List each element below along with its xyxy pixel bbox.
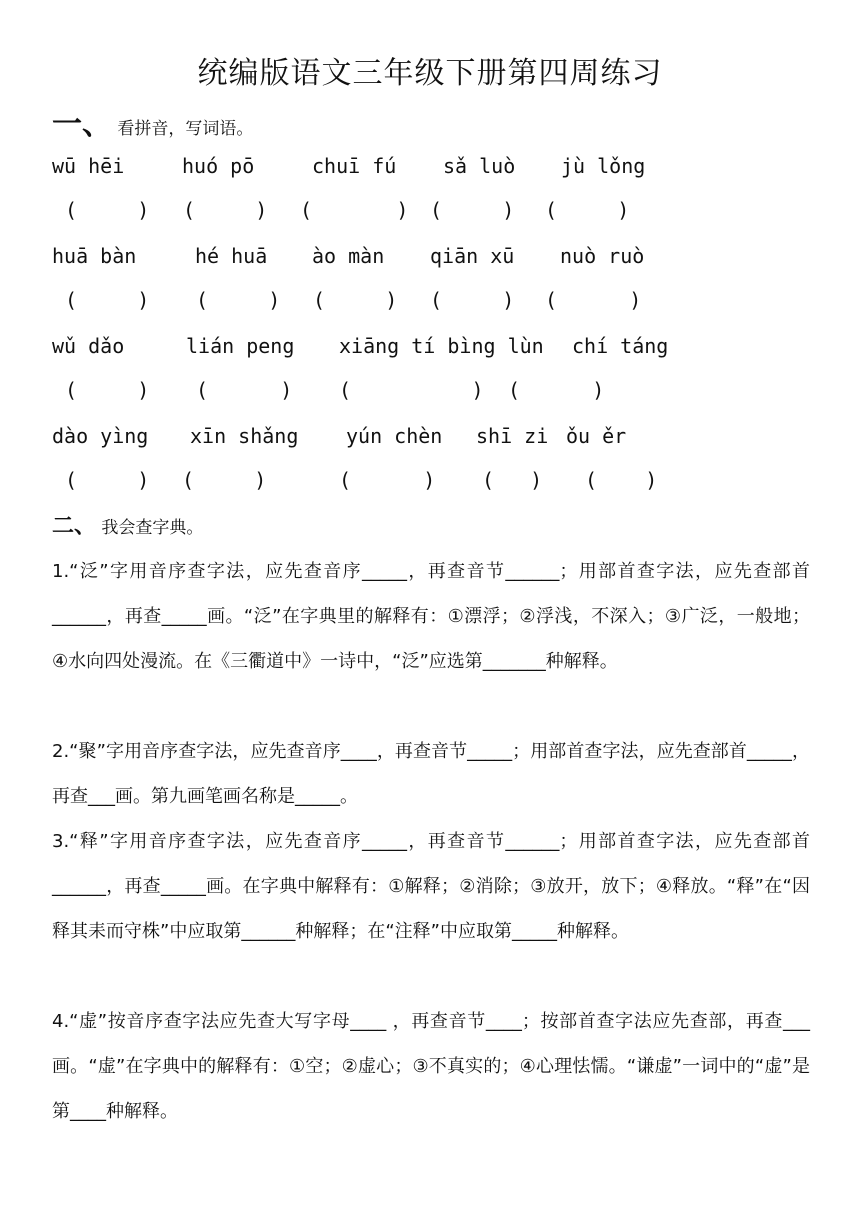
pinyin: nuò ruò (560, 244, 645, 268)
answer-bracket[interactable]: ( ) (196, 378, 293, 402)
pinyin: ào màn (312, 244, 385, 268)
pinyin: huā bàn (52, 244, 137, 268)
pinyin: xiāng tí bìng lùn (339, 334, 544, 358)
section-1-heading (52, 107, 254, 142)
pinyin: xīn shǎng (190, 424, 299, 448)
pinyin: chuī fú (312, 154, 397, 178)
answer-bracket[interactable]: ( ) (313, 288, 398, 312)
answer-bracket[interactable]: ( ) (183, 198, 268, 222)
pinyin: hé huā (195, 244, 268, 268)
answer-bracket[interactable]: ( ) (430, 198, 515, 222)
section-2-number: 二、 (52, 514, 97, 539)
answer-bracket[interactable]: ( ) (585, 468, 658, 492)
answer-bracket[interactable]: ( ) (65, 468, 150, 492)
pinyin: chí táng (572, 334, 669, 358)
pinyin: sǎ luò (443, 154, 516, 178)
pinyin: shī zi (476, 424, 549, 448)
answer-bracket[interactable]: ( ) (430, 288, 515, 312)
answer-bracket[interactable]: ( ) (65, 198, 150, 222)
section-1-number: 一、 (52, 107, 112, 142)
question-4: 4.“虚”按音序查字法应先查大写字母____ ，再查音节____；按部首查字法应先查部，再查___画。“虚”在字典中的解释有：①空；②虚心；③不真实的；④心理怯懦。“谦虚”一词中的“虚”是第____种解释。 (52, 1011, 810, 1122)
answer-bracket[interactable]: ( ) (65, 378, 150, 402)
answer-bracket[interactable]: ( ) (545, 198, 630, 222)
section-2-label: 我会查字典。 (101, 518, 204, 538)
question-1: 1.“泛”字用音序查字法，应先查音序_____，再查音节______；用部首查字法，应先查部首______，再查_____画。“泛”在字典里的解释有：①漂浮；②浮浅，不深入；③广泛，一般地；④水向四处漫流。在《三衢道中》一诗中，“泛”应选第_______种解释。 (52, 561, 810, 672)
pinyin: yún chèn (346, 424, 443, 448)
answer-bracket[interactable]: ( ) (508, 378, 605, 402)
answer-bracket[interactable]: ( ) (182, 468, 267, 492)
question-3: 3.“释”字用音序查字法，应先查音序_____，再查音节______；用部首查字法，应先查部首______，再查_____画。在字典中解释有：①解释；②消除；③放开，放下；④释放。“释”在“因释其耒而守株”中应取第______种解释；在“注释”中应取第_____种解释。 (52, 831, 810, 942)
question-2: 2.“聚”字用音序查字法，应先查音序____，再查音节_____；用部首查字法，应先查部首_____，再查___画。第九画笔画名称是_____。 (52, 741, 810, 807)
pinyin: lián peng (186, 334, 295, 358)
section-1-label: 看拼音，写词语。 (117, 119, 254, 139)
answer-bracket[interactable]: ( ) (196, 288, 281, 312)
answer-bracket[interactable]: ( ) (65, 288, 150, 312)
answer-bracket[interactable]: ( ) (339, 468, 436, 492)
pinyin: wǔ dǎo (52, 334, 125, 358)
pinyin: dào yìng (52, 424, 149, 448)
pinyin: qiān xū (430, 244, 515, 268)
answer-bracket[interactable]: ( ) (545, 288, 642, 312)
answer-bracket[interactable]: ( ) (482, 468, 543, 492)
section-2-heading (52, 514, 203, 541)
pinyin: jù lǒng (561, 154, 646, 178)
pinyin: wū hēi (52, 154, 125, 178)
pinyin: ǒu ěr (566, 424, 627, 448)
page-title: 统编版语文三年级下册第四周练习 (197, 56, 663, 91)
pinyin: huó pō (182, 154, 255, 178)
answer-bracket[interactable]: ( ) (300, 198, 409, 222)
answer-bracket[interactable]: ( ) (339, 378, 484, 402)
